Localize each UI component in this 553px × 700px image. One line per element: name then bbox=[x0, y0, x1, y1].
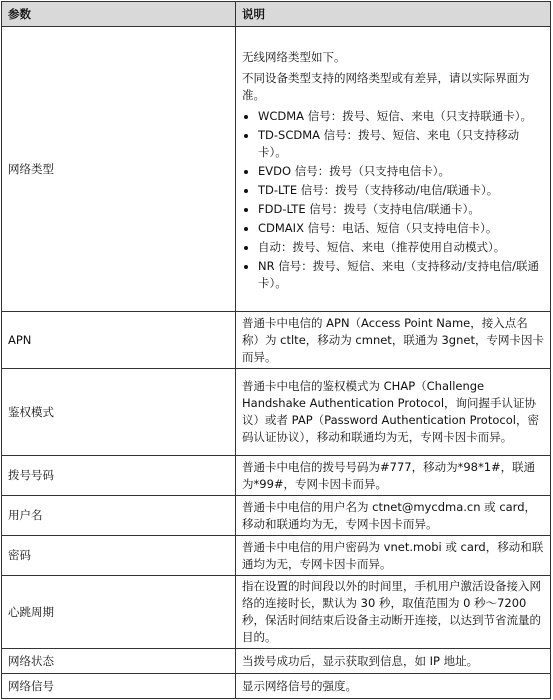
param-desc: 当拨号成功后，显示获取到信息，如 IP 地址。 bbox=[236, 649, 551, 674]
param-name: 网络类型 bbox=[2, 27, 236, 312]
list-item: • CDMAIX 信号：电话、短信（只支持电信卡）。 bbox=[258, 220, 544, 237]
header-desc: 说明 bbox=[236, 2, 551, 27]
param-desc: 普通卡中电信的拨号号码为#777，移动为*98*1#，联通为*99#，专网卡因卡而异。 bbox=[236, 456, 551, 496]
param-desc: 普通卡中电信的鉴权模式为 CHAP（Challenge Handshake Authentication Protocol，询问握手认证协议）或者 PAP（Password Authentication Protocol，密码认证协议），移动和联通均为无，专网卡因卡而异。 bbox=[236, 369, 551, 456]
param-desc: 普通卡中电信的用户密码为 vnet.mobi 或 card，移动和联通均为无，专网卡因卡而异。 bbox=[236, 536, 551, 576]
table-row bbox=[2, 576, 551, 649]
list-item: • 自动：拨号、短信、来电（推荐使用自动模式）。 bbox=[258, 239, 544, 256]
list-item: • FDD-LTE 信号：拨号（支持电信/联通卡）。 bbox=[258, 201, 544, 218]
list-item: • TD-LTE 信号：拨号（支持移动/电信/联通卡）。 bbox=[258, 182, 544, 199]
table-header-row bbox=[2, 2, 551, 27]
param-desc: 显示网络信号的强度。 bbox=[236, 674, 551, 699]
table-row bbox=[2, 456, 551, 496]
param-name: 鉴权模式 bbox=[2, 369, 236, 456]
table-row bbox=[2, 27, 551, 312]
table-row bbox=[2, 536, 551, 576]
param-desc: 普通卡中电信的 APN（Access Point Name，接入点名称）为 ctlte，移动为 cmnet，联通为 3gnet，专网卡因卡而异。 bbox=[236, 312, 551, 369]
param-name: 用户名 bbox=[2, 496, 236, 536]
param-name: 网络信号 bbox=[2, 674, 236, 699]
table-row bbox=[2, 649, 551, 674]
param-name: 密码 bbox=[2, 536, 236, 576]
list-item: • NR 信号：拨号、短信、来电（支持移动/支持电信/联通卡）。 bbox=[258, 258, 544, 292]
param-name: 心跳周期 bbox=[2, 576, 236, 649]
desc-note: 不同设备类型支持的网络类型或有差异，请以实际界面为准。 bbox=[242, 70, 530, 102]
table-row bbox=[2, 312, 551, 369]
table-row bbox=[2, 496, 551, 536]
table-row bbox=[2, 369, 551, 456]
param-desc bbox=[236, 27, 551, 312]
param-desc: 普通卡中电信的用户名为 ctnet@mycdma.cn 或 card，移动和联通均为无，专网卡因卡而异。 bbox=[236, 496, 551, 536]
list-item: • TD-SCDMA 信号：拨号、短信、来电（只支持移动卡）。 bbox=[258, 127, 544, 161]
param-name: 网络状态 bbox=[2, 649, 236, 674]
param-desc: 指在设置的时间段以外的时间里，手机用户激活设备接入网络的连接时长，默认为 30 秒，取值范围为 0 秒～7200 秒，保活时间结束后设备主动断开连接，以达到节省流量的目的。 bbox=[236, 576, 551, 649]
header-param: 参数 bbox=[2, 2, 236, 27]
desc-intro: 无线网络类型如下。 bbox=[242, 49, 346, 64]
network-type-list bbox=[242, 108, 544, 292]
table-row bbox=[2, 674, 551, 699]
param-name: APN bbox=[2, 312, 236, 369]
list-item: • WCDMA 信号：拨号、短信、来电（只支持联通卡）。 bbox=[258, 108, 544, 125]
parameter-table bbox=[1, 1, 551, 699]
list-item: • EVDO 信号：拨号（只支持电信卡）。 bbox=[258, 163, 544, 180]
param-name: 拨号号码 bbox=[2, 456, 236, 496]
